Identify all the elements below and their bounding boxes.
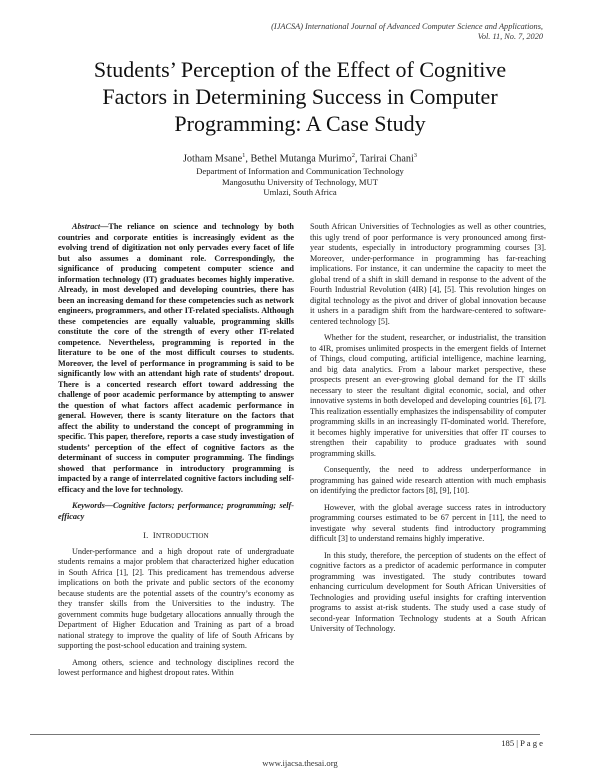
body-paragraph: South African Universities of Technologies as well as other countries, this ugly trend of poor performance is very pronounced among first-year students, especially in introductory programming courses [3]. Moreover, under-performance in programming has far-reaching implications. For instance, it can undermine the capacity to meet the global trend of a shift in skill demand in response to the advent of the Fourth Industrial Revolution (4IR) [4], [5]. This revolution hinges on digital technology as the pivot and driver of global innovation because it ushers in a paradigm shift from the hardware-centered to software-centered technology [5]. xyxy=(310,222,546,326)
author-affiliation-mark: 2 xyxy=(351,152,355,159)
section-title-initial: I xyxy=(152,530,156,540)
left-column xyxy=(58,222,294,685)
footer-divider xyxy=(30,734,540,735)
author-list: Jotham Msane$^1$, Bethel Mutanga Murimo$^2$, Tarirai Chani$^3$ xyxy=(182,152,418,165)
abstract-label: Abstract— xyxy=(72,222,109,231)
journal-url[interactable]: www.ijacsa.thesai.org xyxy=(262,758,338,768)
author-affiliation-mark: 3 xyxy=(413,152,418,159)
body-paragraph: Consequently, the need to address underperformance in programming has gained wide research attention with much emphasis on identifying the predictor factors [8], [9], [10]. xyxy=(310,465,546,495)
section-heading-introduction xyxy=(58,530,294,542)
section-number: I. xyxy=(143,530,149,540)
affiliation-department: Department of Information and Communication Technology xyxy=(196,166,404,176)
author-name: Tarirai Chani xyxy=(359,153,414,165)
affiliation-university: Mangosuthu University of Technology, MUT xyxy=(222,176,378,187)
journal-header xyxy=(123,22,543,43)
body-paragraph: However, with the global average success rates in introductory programming courses estimated to be 67 percent in [11], the need to investigate why several students find introductory programming difficult [3] to understand remains highly imperative. xyxy=(310,502,546,543)
paper-title: Students’ Perception of the Effect of Cognitive Factors in Determining Success in Computer Programming: A Case Study xyxy=(93,57,507,136)
author-name: Jotham Msane xyxy=(182,153,243,165)
section-title-rest: NTRODUCTION xyxy=(155,532,209,540)
affiliation xyxy=(0,166,600,198)
right-column xyxy=(310,222,546,641)
affiliation-location: Umlazi, South Africa xyxy=(263,187,337,198)
keywords: Keywords—Cognitive factors; performance; programming; self-efficacy xyxy=(58,501,294,521)
body-paragraph: Among others, science and technology disciplines record the lowest performance and highest dropout rates. Within xyxy=(58,657,294,677)
journal-volume: Vol. 11, No. 7, 2020 xyxy=(477,32,543,42)
author-name: Bethel Mutanga Murimo xyxy=(250,153,352,165)
body-paragraph: Whether for the student, researcher, or industrialist, the transition to 4IR, promises unlimited prospects in the emergent fields of Internet of Things, cloud computing, artificial intelligence, machine learning, and big data analytics. From a labour market perspective, these prospects present an ever-growing global demand for the IT skills necessary to steer the resultant digital economic, social, and other innovative systems in both developed and developing countries [6], [7]. This realization essentially emphasizes the indispensability of computer programming skills in an increasingly IT-dominated world. Therefore, it becomes highly imperative for universities that offer IT courses to strengthen their capability to produce graduates with sound programming skills. xyxy=(310,333,546,458)
abstract xyxy=(58,222,294,495)
author-affiliation-mark: 1 xyxy=(242,152,246,159)
body-paragraph: Under-performance and a high dropout rate of undergraduate students remains a major problem that characterized higher education in South Africa [1], [2]. This predicament has tremendous adverse implications on both the private and public sectors of the economy because students are the potential assets of the country’s economy as they transfer skills from the Universities to the industry. The government commits huge budgetary allocations annually through the Department of Higher Education and Training as part of a broad national strategy to improve the quality of life of South Africans by supporting the post-school education and training system. xyxy=(58,546,294,650)
abstract-text: The reliance on science and technology by both countries and corporate entities is increasingly evident as the evolving trend of digitization not only pervades every facet of life but also assumes a dominant role. Correspondingly, the significance of producing competent computer science and information technology (IT) graduates becomes highly imperative. Already, in most developed and developing countries, there has been an increasing demand for these competencies such as network engineers, programmers, and other IT-related specialists. Although these competencies are equally valuable, programming skills constitute the core of the strength of every other IT-related competence. Nevertheless, programming is reported in the literature to be one of the most difficult courses to students. Moreover, the level of performance in programming is said to be significantly low with an attendant high rate of students’ dropout. There is a concerted research effort toward addressing the challenge of poor academic performance by attempting to answer the question of what factors affect academic performance in general. However, there is scanty literature on the factors that affect the ability to understand the concept of programming in specific. This paper, therefore, reports a case study investigation of students’ perception of the effect of cognitive factors as the determinant of success in computer programming. The findings showed that performance in introductory programming is impacted by a range of interrelated cognitive factors including self-efficacy and the love for technology. xyxy=(58,222,294,494)
page-number: 185 | P a g e xyxy=(501,738,543,748)
body-paragraph: In this study, therefore, the perception of students on the effect of cognitive factors as a predictor of academic performance in computer programming was investigated. The study contributes toward enhancing curriculum development for South African Universities of Technologies and providing useful insights for crafting intervention programs to assist at-risk students. The study used a case study of second-year Information Technology students at a South African University of Technology. xyxy=(310,550,546,633)
journal-name: (IJACSA) International Journal of Advanced Computer Science and Applications, xyxy=(271,22,543,31)
